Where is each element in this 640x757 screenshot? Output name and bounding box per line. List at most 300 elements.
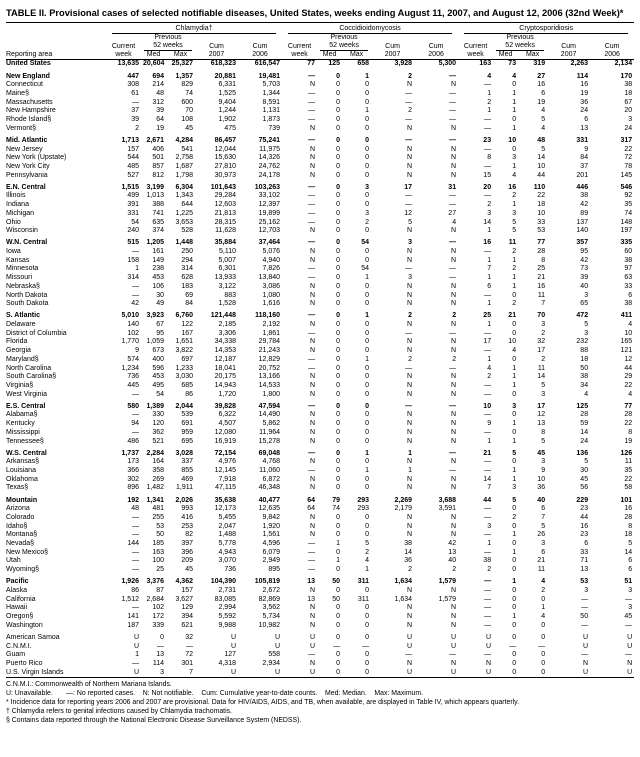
- value-cell: 12: [404, 209, 413, 217]
- value-cell: 42: [448, 540, 457, 548]
- value-cell: 12,080: [214, 428, 236, 436]
- value-cell: 13: [307, 578, 316, 586]
- value-cell: N: [451, 514, 457, 522]
- value-cell: 0: [512, 651, 517, 659]
- value-cell: 1,616: [262, 300, 281, 308]
- value-cell: 3,627: [175, 595, 193, 603]
- reporting-area-cell: Oklahoma: [6, 475, 38, 483]
- value-cell: N: [451, 522, 457, 530]
- value-cell: 0: [365, 428, 370, 436]
- table-row: [6, 668, 634, 677]
- value-cell: 59: [580, 420, 589, 428]
- table-row: [6, 595, 634, 604]
- table-row: [6, 171, 634, 180]
- table-row: [6, 291, 634, 300]
- value-cell: 2,269: [394, 496, 413, 504]
- value-cell: —: [581, 604, 589, 612]
- value-cell: 1: [487, 256, 492, 264]
- value-cell: —: [308, 89, 316, 97]
- value-cell: 14: [404, 548, 413, 556]
- table-row: [6, 355, 634, 364]
- value-cell: 0: [365, 390, 370, 398]
- value-cell: N: [310, 420, 316, 428]
- value-cell: 0: [336, 621, 341, 629]
- footnote-section: § Contains data reported through the National Electronic Disease Surveillance System (NEDSS).: [6, 716, 302, 724]
- reporting-area-cell: Indiana: [6, 201, 29, 209]
- value-cell: 14: [537, 154, 546, 162]
- table-row: [6, 548, 634, 557]
- value-cell: 12,603: [214, 201, 236, 209]
- value-cell: 35: [624, 467, 633, 475]
- value-cell: 447: [127, 72, 139, 80]
- value-cell: —: [484, 115, 492, 123]
- value-cell: 269: [152, 475, 164, 483]
- value-cell: N: [310, 660, 316, 668]
- value-cell: 0: [365, 633, 370, 641]
- value-cell: 17: [537, 347, 546, 355]
- value-cell: 16,919: [214, 437, 236, 445]
- value-cell: 11: [537, 364, 546, 372]
- table-row: [6, 531, 634, 540]
- value-cell: 3: [408, 239, 413, 247]
- value-cell: 3,028: [175, 449, 193, 457]
- value-cell: N: [407, 390, 413, 398]
- reporting-area-cell: W.S. Central: [6, 449, 47, 457]
- value-cell: 400: [152, 355, 164, 363]
- value-cell: —: [449, 265, 457, 273]
- value-cell: —: [132, 548, 139, 556]
- value-cell: 15: [483, 171, 492, 179]
- value-cell: 1,920: [262, 522, 281, 530]
- value-cell: 39,828: [214, 402, 236, 410]
- value-cell: 0: [336, 227, 341, 235]
- value-cell: U: [627, 642, 633, 650]
- value-cell: 3: [512, 402, 517, 410]
- value-cell: U: [407, 668, 413, 676]
- footnote-cnmi: C.N.M.I.: Commonwealth of Northern Mariana Islands.: [6, 680, 172, 688]
- value-cell: 1,357: [175, 72, 193, 80]
- value-cell: 0: [365, 604, 370, 612]
- table-row: [6, 115, 634, 124]
- value-cell: 2: [408, 312, 413, 320]
- value-cell: 10: [537, 162, 546, 170]
- reporting-area-cell: Alaska: [6, 587, 28, 595]
- value-cell: 3,376: [146, 578, 164, 586]
- value-cell: 302: [127, 475, 139, 483]
- reporting-area-cell: W.N. Central: [6, 239, 48, 247]
- value-cell: 541: [181, 145, 193, 153]
- value-cell: 0: [512, 390, 517, 398]
- value-cell: 14: [537, 373, 546, 381]
- value-cell: 2: [512, 248, 517, 256]
- value-cell: U: [275, 668, 281, 676]
- value-cell: 21: [537, 557, 546, 565]
- value-cell: —: [132, 282, 139, 290]
- value-cell: 4,318: [218, 660, 236, 668]
- value-cell: N: [407, 291, 413, 299]
- value-cell: 40: [537, 496, 546, 504]
- value-cell: 104,390: [210, 578, 236, 586]
- value-cell: —: [484, 531, 492, 539]
- value-cell: 314: [181, 265, 193, 273]
- col-header-cum-2006: Cum 2006: [414, 34, 458, 59]
- table-row: [6, 578, 634, 587]
- value-cell: 16: [483, 239, 492, 247]
- table-row: [6, 201, 634, 210]
- value-cell: 1: [487, 300, 492, 308]
- table-row: [6, 107, 634, 116]
- group-header-cryptosporidiosis: [458, 23, 634, 35]
- value-cell: N: [310, 256, 316, 264]
- value-cell: 0: [512, 633, 517, 641]
- value-cell: —: [449, 651, 457, 659]
- reporting-area-cell: Ohio: [6, 218, 21, 226]
- value-cell: 16: [580, 81, 589, 89]
- reporting-area-cell: New York City: [6, 162, 50, 170]
- value-cell: 144: [127, 540, 139, 548]
- table-row: [6, 660, 634, 669]
- value-cell: —: [405, 115, 413, 123]
- value-cell: 13: [580, 566, 589, 574]
- value-cell: 1: [512, 548, 517, 556]
- value-cell: 485: [127, 162, 139, 170]
- value-cell: 38: [624, 256, 633, 264]
- value-cell: 0: [336, 107, 341, 115]
- value-cell: 396: [181, 548, 193, 556]
- value-cell: N: [451, 171, 457, 179]
- value-cell: 1,059: [146, 338, 164, 346]
- value-cell: 161: [152, 248, 164, 256]
- value-cell: 49: [156, 300, 164, 308]
- reporting-area-cell: Florida: [6, 338, 28, 346]
- value-cell: —: [484, 604, 492, 612]
- value-cell: 1,488: [218, 531, 236, 539]
- value-cell: 22: [624, 145, 633, 153]
- value-cell: N: [451, 613, 457, 621]
- value-cell: 187: [127, 621, 139, 629]
- value-cell: 5: [584, 321, 589, 329]
- value-cell: N: [310, 248, 316, 256]
- table-row: [6, 566, 634, 575]
- value-cell: 13: [448, 548, 457, 556]
- value-cell: 1: [487, 321, 492, 329]
- value-cell: U: [486, 668, 492, 676]
- value-cell: N: [310, 428, 316, 436]
- value-cell: 20: [624, 107, 633, 115]
- value-cell: 558: [268, 651, 281, 659]
- value-cell: 103,263: [254, 183, 281, 191]
- value-cell: 374: [152, 227, 164, 235]
- value-cell: 12,703: [258, 227, 281, 235]
- value-cell: 163: [479, 60, 492, 68]
- table-row: [6, 428, 634, 437]
- value-cell: 0: [365, 420, 370, 428]
- value-cell: 127: [224, 651, 236, 659]
- value-cell: 5,703: [262, 81, 281, 89]
- value-cell: N: [310, 390, 316, 398]
- value-cell: 0: [336, 411, 341, 419]
- value-cell: 0: [365, 458, 370, 466]
- value-cell: 3: [584, 291, 589, 299]
- value-cell: 110: [533, 183, 546, 191]
- value-cell: 40: [448, 557, 457, 565]
- value-cell: 42: [580, 256, 589, 264]
- value-cell: 7: [541, 300, 546, 308]
- value-cell: 469: [181, 475, 193, 483]
- value-cell: —: [538, 642, 546, 650]
- value-cell: 0: [336, 484, 341, 492]
- value-cell: 635: [152, 218, 164, 226]
- value-cell: N: [407, 171, 413, 179]
- value-cell: 6,304: [175, 183, 193, 191]
- value-cell: 1: [135, 651, 139, 659]
- value-cell: 0: [365, 192, 370, 200]
- value-cell: 4,507: [218, 420, 236, 428]
- value-cell: —: [132, 98, 139, 106]
- col-header-current-week: Current week: [458, 34, 493, 59]
- value-cell: 1: [135, 265, 139, 273]
- value-cell: 1,013: [146, 192, 164, 200]
- reporting-area-cell: New England: [6, 72, 50, 80]
- value-cell: 9: [541, 467, 546, 475]
- value-cell: 481: [152, 505, 164, 513]
- value-cell: 0: [336, 347, 341, 355]
- value-cell: 1,579: [438, 578, 457, 586]
- value-cell: 39: [156, 107, 164, 115]
- value-cell: 5,778: [218, 540, 236, 548]
- value-cell: 2: [452, 312, 457, 320]
- reporting-area-cell: South Dakota: [6, 300, 49, 308]
- table-row: [6, 338, 634, 347]
- reporting-area-cell: Wyoming§: [6, 566, 40, 574]
- value-cell: 1,911: [176, 484, 193, 492]
- value-cell: 2: [541, 587, 546, 595]
- value-cell: 331: [127, 209, 139, 217]
- value-cell: 25: [537, 265, 546, 273]
- value-cell: —: [449, 72, 457, 80]
- value-cell: 501: [152, 154, 164, 162]
- value-cell: 1,225: [175, 209, 193, 217]
- value-cell: 1: [487, 540, 492, 548]
- table-row: [6, 300, 634, 309]
- value-cell: —: [484, 514, 492, 522]
- value-cell: 28: [537, 248, 546, 256]
- value-cell: 0: [336, 660, 341, 668]
- value-cell: 26: [537, 531, 546, 539]
- value-cell: 0: [512, 566, 517, 574]
- value-cell: 685: [181, 381, 193, 389]
- value-cell: 1: [365, 355, 370, 363]
- value-cell: 3: [628, 115, 633, 123]
- value-cell: 0: [336, 437, 341, 445]
- value-cell: 0: [336, 274, 341, 282]
- value-cell: 0: [541, 633, 546, 641]
- value-cell: 16: [508, 183, 517, 191]
- value-cell: 24: [580, 437, 589, 445]
- value-cell: 2: [512, 265, 517, 273]
- value-cell: 3: [628, 604, 633, 612]
- value-cell: —: [449, 98, 457, 106]
- value-cell: 46,348: [258, 484, 281, 492]
- value-cell: 44: [580, 514, 589, 522]
- value-cell: 4,976: [218, 458, 236, 466]
- value-cell: —: [484, 248, 492, 256]
- value-cell: 1: [365, 107, 370, 115]
- value-cell: 19: [156, 124, 164, 132]
- value-cell: 3,591: [438, 505, 457, 513]
- value-cell: 3,653: [175, 218, 193, 226]
- value-cell: 48: [156, 89, 164, 97]
- value-cell: 574: [127, 355, 139, 363]
- value-cell: 42: [580, 201, 589, 209]
- value-cell: 9,988: [218, 621, 236, 629]
- value-cell: N: [310, 373, 316, 381]
- value-cell: —: [308, 329, 316, 337]
- value-cell: 5: [512, 218, 517, 226]
- reporting-area-cell: Maine§: [6, 89, 29, 97]
- reporting-area-cell: Missouri: [6, 274, 33, 282]
- col-header-previous-52-weeks: Previous 52 weeks: [141, 34, 195, 51]
- reporting-area-cell: California: [6, 595, 36, 603]
- value-cell: N: [310, 282, 316, 290]
- value-cell: 1,448: [175, 239, 193, 247]
- value-cell: —: [484, 124, 492, 132]
- reporting-area-cell: New Hampshire: [6, 107, 56, 115]
- value-cell: 13: [307, 595, 316, 603]
- value-cell: 61: [131, 89, 139, 97]
- value-cell: 0: [336, 449, 341, 457]
- reporting-area-cell: Nevada§: [6, 540, 35, 548]
- value-cell: 100: [152, 557, 164, 565]
- value-cell: 0: [365, 514, 370, 522]
- value-cell: N: [451, 321, 457, 329]
- value-cell: 406: [152, 145, 164, 153]
- value-cell: 2,026: [175, 496, 193, 504]
- value-cell: 240: [127, 227, 139, 235]
- value-cell: 1,561: [262, 531, 281, 539]
- value-cell: —: [132, 291, 139, 299]
- value-cell: 1,389: [146, 402, 164, 410]
- value-cell: —: [484, 613, 492, 621]
- value-cell: 673: [152, 347, 164, 355]
- value-cell: 0: [512, 321, 517, 329]
- value-cell: 621: [181, 621, 193, 629]
- value-cell: 126: [620, 449, 633, 457]
- value-cell: 1: [512, 373, 517, 381]
- value-cell: N: [451, 531, 457, 539]
- reporting-area-cell: Washington: [6, 621, 43, 629]
- value-cell: U: [230, 633, 236, 641]
- value-cell: 5: [365, 540, 370, 548]
- value-cell: 238: [152, 265, 164, 273]
- value-cell: 2,263: [570, 60, 589, 68]
- value-cell: 22: [624, 381, 633, 389]
- value-cell: 18,041: [214, 364, 236, 372]
- value-cell: 23: [483, 136, 492, 144]
- value-cell: N: [407, 381, 413, 389]
- value-cell: 8: [487, 154, 492, 162]
- col-header-current-week: Current week: [106, 34, 141, 59]
- table-row: [6, 557, 634, 566]
- value-cell: 0: [365, 282, 370, 290]
- value-cell: 0: [336, 420, 341, 428]
- table-row: [6, 81, 634, 90]
- value-cell: —: [484, 390, 492, 398]
- value-cell: 0: [512, 145, 517, 153]
- value-cell: 0: [336, 115, 341, 123]
- value-cell: 14,326: [258, 154, 281, 162]
- reporting-area-cell: S. Atlantic: [6, 312, 40, 320]
- reporting-area-cell: West Virginia: [6, 390, 47, 398]
- value-cell: 1,131: [262, 107, 281, 115]
- value-cell: 0: [512, 355, 517, 363]
- value-cell: 0: [365, 89, 370, 97]
- value-cell: —: [484, 505, 492, 513]
- reporting-area-cell: South Carolina§: [6, 373, 57, 381]
- reporting-area-header: Reporting area: [6, 23, 106, 60]
- value-cell: 84: [185, 300, 193, 308]
- value-cell: 0: [336, 81, 341, 89]
- value-cell: 7: [487, 265, 492, 273]
- value-cell: 16: [580, 522, 589, 530]
- value-cell: 1: [365, 312, 370, 320]
- value-cell: 0: [512, 428, 517, 436]
- value-cell: 993: [181, 505, 193, 513]
- value-cell: 79: [332, 496, 341, 504]
- value-cell: 4: [487, 364, 492, 372]
- value-cell: 102: [152, 604, 164, 612]
- value-cell: 0: [512, 291, 517, 299]
- value-cell: 0: [365, 136, 370, 144]
- value-cell: 8: [628, 522, 633, 530]
- value-cell: 5,734: [262, 613, 281, 621]
- value-cell: 1: [487, 437, 492, 445]
- value-cell: 0: [512, 458, 517, 466]
- value-cell: —: [449, 239, 457, 247]
- value-cell: N: [310, 124, 316, 132]
- value-cell: 18: [537, 201, 546, 209]
- value-cell: N: [310, 411, 316, 419]
- value-cell: 21,813: [214, 209, 236, 217]
- value-cell: 47,115: [215, 484, 236, 492]
- value-cell: —: [132, 411, 139, 419]
- value-cell: 201: [576, 171, 589, 179]
- value-cell: 10,982: [258, 621, 281, 629]
- value-cell: —: [581, 621, 589, 629]
- value-cell: 2,758: [175, 154, 193, 162]
- value-cell: 4: [541, 124, 546, 132]
- value-cell: 5,010: [121, 312, 139, 320]
- value-cell: 0: [512, 587, 517, 595]
- value-cell: 3,199: [146, 183, 164, 191]
- value-cell: U: [627, 668, 633, 676]
- value-cell: 4: [487, 72, 492, 80]
- value-cell: 2,134: [614, 60, 633, 68]
- value-cell: N: [407, 321, 413, 329]
- value-cell: N: [451, 227, 457, 235]
- value-cell: —: [333, 642, 341, 650]
- value-cell: 3: [628, 587, 633, 595]
- value-cell: 0: [365, 651, 370, 659]
- value-cell: 75,241: [258, 136, 281, 144]
- value-cell: 2,179: [394, 505, 413, 513]
- value-cell: 120: [152, 420, 164, 428]
- value-cell: N: [451, 660, 457, 668]
- value-cell: —: [132, 248, 139, 256]
- value-cell: 87: [156, 587, 164, 595]
- value-cell: 1: [365, 274, 370, 282]
- value-cell: 11: [508, 239, 517, 247]
